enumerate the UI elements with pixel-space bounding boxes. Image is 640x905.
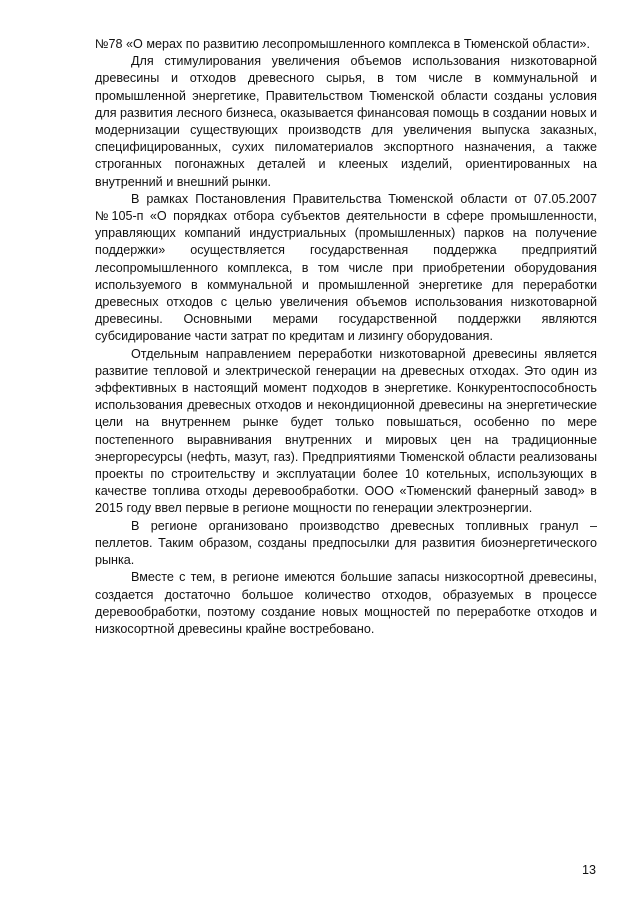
- page-number: 13: [581, 863, 596, 877]
- paragraph-reserves: Вместе с тем, в регионе имеются большие запасы низкосортной древесины, создается достаточно большое количество отходов, образуемых в процессе деревообработки, поэтому создание новых мощностей по переработке отходов и низкосортной древесины крайне востребовано.: [95, 570, 597, 636]
- paragraph-continuation: №78 «О мерах по развитию лесопромышленного комплекса в Тюменской области».: [95, 37, 591, 51]
- paragraph-stimulation-measures: Для стимулирования увеличения объемов использования низкотоварной древесины и отходов древесного сырья, в том числе в коммунальной и промышленной энергетике, Правительством Тюменской области созданы условия для развития лесного бизнеса, оказывается финансовая помощь в создании новых и модернизации существующих производств для увеличения выпуска заказных, специфицированных, сухих пиломатериалов экспортного назначения, а также строганных погонажных деталей и клееных изделий, ориентированных на внутренний и внешний рынки.: [95, 54, 597, 189]
- paragraph-pellets: В регионе организовано производство древесных топливных гранул – пеллетов. Таким образом, созданы предпосылки для развития биоэнергетического рынка.: [95, 518, 597, 568]
- document-body: [95, 36, 597, 638]
- paragraph-state-support: В рамках Постановления Правительства Тюменской области от 07.05.2007 №105-п «О порядках отбора субъектов деятельности в сфере промышленности, управляющих компаний индустриальных (промышленных) парков на получение поддержки» осуществляется государственная поддержка предприятий лесопромышленного комплекса, в том числе при приобретении оборудования используемого в коммунальной и промышленной энергетике для переработки древесных отходов с целью увеличения объемов использования низкотоварной древесины. Основными мерами государственной поддержки являются субсидирование части затрат по кредитам и лизингу оборудования.: [95, 191, 597, 344]
- paragraph-energy-generation: Отдельным направлением переработки низкотоварной древесины является развитие тепловой и электрической генерации на древесных отходах. Это один из эффективных в настоящий момент подходов в энергетике. Конкурентоспособность использования древесных отходов и некондиционной древесины на энергетические цели на внутреннем рынке будет только повышаться, особенно по мере постепенного выравнивания внутренних и мировых цен на традиционные энергоресурсы (нефть, мазут, газ). Предприятиями Тюменской области реализованы проекты по строительству и эксплуатации более 10 котельных, использующих в качестве топлива отходы деревообработки. ООО «Тюменский фанерный завод» в 2015 году ввел первые в регионе мощности по генерации электроэнергии.: [95, 346, 597, 516]
